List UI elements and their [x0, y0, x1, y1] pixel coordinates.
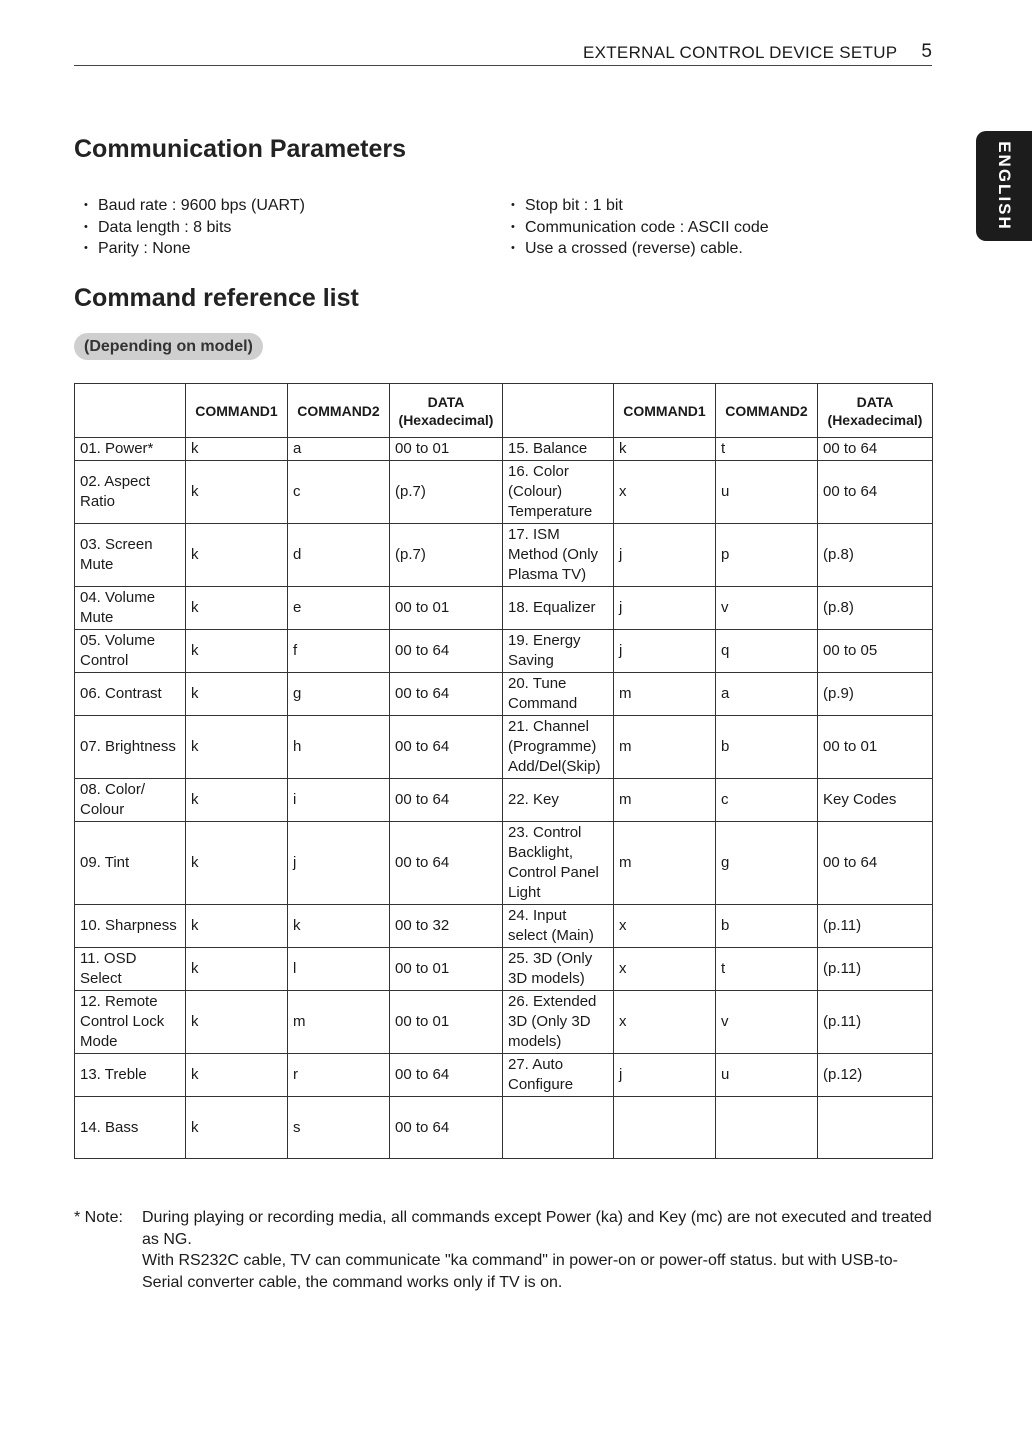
column-header: COMMAND2 — [716, 384, 818, 438]
table-cell: m — [614, 673, 716, 716]
column-header — [503, 384, 614, 438]
table-cell: b — [716, 716, 818, 779]
table-row — [75, 905, 933, 948]
table-cell: g — [288, 673, 390, 716]
table-cell: 18. Equalizer — [503, 587, 614, 630]
table-cell: t — [716, 438, 818, 461]
table-cell: (p.11) — [818, 991, 933, 1054]
table-cell: k — [186, 587, 288, 630]
table-cell: 10. Sharpness — [75, 905, 186, 948]
table-row — [75, 673, 933, 716]
table-cell: b — [716, 905, 818, 948]
table-cell: k — [186, 524, 288, 587]
comm-params-list-left — [84, 195, 305, 260]
table-cell: j — [614, 1054, 716, 1097]
table-cell: 00 to 05 — [818, 630, 933, 673]
table-cell: 26. Extended 3D (Only 3D models) — [503, 991, 614, 1054]
table-cell: 00 to 01 — [390, 991, 503, 1054]
param-cable: • Use a crossed (reverse) cable. — [511, 238, 769, 260]
table-cell: m — [614, 779, 716, 822]
note-line: With RS232C cable, TV can communicate "ka command" in power-on or power-off status. but with USB-to-Serial converter cable, the command works only if TV is on. — [142, 1252, 898, 1291]
column-header: DATA (Hexadecimal) — [818, 384, 933, 438]
column-header — [75, 384, 186, 438]
table-row — [75, 587, 933, 630]
table-cell: m — [614, 822, 716, 905]
table-cell: (p.7) — [390, 524, 503, 587]
table-cell: k — [186, 673, 288, 716]
table-cell: 00 to 64 — [390, 1054, 503, 1097]
table-cell: (p.11) — [818, 948, 933, 991]
table-cell: (p.7) — [390, 461, 503, 524]
column-header: COMMAND1 — [186, 384, 288, 438]
table-cell: 00 to 64 — [818, 461, 933, 524]
table-cell: i — [288, 779, 390, 822]
table-cell: k — [614, 438, 716, 461]
table-cell: k — [186, 1097, 288, 1159]
param-baud-rate: • Baud rate : 9600 bps (UART) — [84, 195, 305, 217]
table-cell: (p.11) — [818, 905, 933, 948]
table-cell: 19. Energy Saving — [503, 630, 614, 673]
table-cell: 00 to 64 — [390, 673, 503, 716]
note-label: * Note: — [74, 1209, 123, 1226]
table-row — [75, 991, 933, 1054]
table-row — [75, 716, 933, 779]
table-cell: 00 to 32 — [390, 905, 503, 948]
table-cell: 00 to 64 — [390, 716, 503, 779]
table-cell: j — [288, 822, 390, 905]
table-cell: f — [288, 630, 390, 673]
table-cell: k — [186, 822, 288, 905]
param-stop-bit: • Stop bit : 1 bit — [511, 195, 769, 217]
table-cell: 14. Bass — [75, 1097, 186, 1159]
table-cell: c — [716, 779, 818, 822]
table-cell: u — [716, 461, 818, 524]
table-cell: k — [186, 716, 288, 779]
table-cell: x — [614, 461, 716, 524]
table-cell: x — [614, 905, 716, 948]
table-cell: 01. Power* — [75, 438, 186, 461]
table-cell: 22. Key — [503, 779, 614, 822]
table-cell: k — [186, 438, 288, 461]
table-cell: 24. Input select (Main) — [503, 905, 614, 948]
table-cell: 20. Tune Command — [503, 673, 614, 716]
table-cell: 00 to 64 — [390, 822, 503, 905]
param-parity: • Parity : None — [84, 238, 305, 260]
table-cell: e — [288, 587, 390, 630]
table-cell: 00 to 64 — [390, 630, 503, 673]
table-cell: 11. OSD Select — [75, 948, 186, 991]
table-cell: p — [716, 524, 818, 587]
table-row — [75, 779, 933, 822]
page-header — [74, 38, 932, 66]
table-cell — [818, 1097, 933, 1159]
model-badge: (Depending on model) — [74, 333, 263, 360]
table-cell: x — [614, 948, 716, 991]
table-row — [75, 1097, 933, 1159]
param-comm-code: • Communication code : ASCII code — [511, 217, 769, 239]
table-cell: h — [288, 716, 390, 779]
table-row — [75, 630, 933, 673]
table-cell: 08. Color/ Colour — [75, 779, 186, 822]
table-cell: a — [288, 438, 390, 461]
comm-params-heading: Communication Parameters — [74, 135, 407, 163]
table-cell — [716, 1097, 818, 1159]
table-header-row — [75, 384, 933, 438]
table-cell: u — [716, 1054, 818, 1097]
table-cell: (p.8) — [818, 587, 933, 630]
table-cell: Key Codes — [818, 779, 933, 822]
table-cell: k — [186, 948, 288, 991]
table-cell: 15. Balance — [503, 438, 614, 461]
comm-params-list-right — [511, 195, 769, 260]
param-data-length: • Data length : 8 bits — [84, 217, 305, 239]
table-cell: 06. Contrast — [75, 673, 186, 716]
table-cell: k — [186, 630, 288, 673]
table-cell: 05. Volume Control — [75, 630, 186, 673]
table-cell: (p.8) — [818, 524, 933, 587]
table-cell: 09. Tint — [75, 822, 186, 905]
note — [74, 1207, 934, 1293]
note-line: During playing or recording media, all commands except Power (ka) and Key (mc) are not executed and treated as NG. — [142, 1209, 932, 1248]
table-cell: 00 to 64 — [818, 822, 933, 905]
table-cell: v — [716, 991, 818, 1054]
table-row — [75, 524, 933, 587]
table-cell: j — [614, 587, 716, 630]
table-cell: (p.12) — [818, 1054, 933, 1097]
table-cell: 00 to 64 — [390, 1097, 503, 1159]
table-cell: 03. Screen Mute — [75, 524, 186, 587]
table-cell: 02. Aspect Ratio — [75, 461, 186, 524]
table-cell: 00 to 01 — [818, 716, 933, 779]
table-cell: 00 to 64 — [390, 779, 503, 822]
table-cell: j — [614, 630, 716, 673]
table-cell: 00 to 01 — [390, 438, 503, 461]
table-cell: m — [288, 991, 390, 1054]
table-row — [75, 948, 933, 991]
table-row — [75, 461, 933, 524]
table-cell: 23. Control Backlight, Control Panel Light — [503, 822, 614, 905]
table-cell: k — [186, 461, 288, 524]
table-row — [75, 1054, 933, 1097]
table-cell: v — [716, 587, 818, 630]
table-cell: a — [716, 673, 818, 716]
table-cell: 00 to 64 — [818, 438, 933, 461]
table-cell: k — [186, 991, 288, 1054]
note-body — [142, 1207, 934, 1293]
table-cell: k — [288, 905, 390, 948]
table-cell: 00 to 01 — [390, 948, 503, 991]
table-cell: (p.9) — [818, 673, 933, 716]
table-cell — [503, 1097, 614, 1159]
table-cell: q — [716, 630, 818, 673]
table-cell: 13. Treble — [75, 1054, 186, 1097]
table-cell: k — [186, 1054, 288, 1097]
column-header: COMMAND2 — [288, 384, 390, 438]
page-number: 5 — [921, 41, 932, 62]
language-tab — [976, 131, 1032, 241]
table-cell: l — [288, 948, 390, 991]
table-cell: 12. Remote Control Lock Mode — [75, 991, 186, 1054]
cmd-ref-heading: Command reference list — [74, 284, 359, 312]
table-cell: d — [288, 524, 390, 587]
table-cell: c — [288, 461, 390, 524]
table-cell: j — [614, 524, 716, 587]
table-cell: 07. Brightness — [75, 716, 186, 779]
language-label: ENGLISH — [995, 141, 1014, 231]
table-cell: g — [716, 822, 818, 905]
table-cell: m — [614, 716, 716, 779]
column-header: DATA (Hexadecimal) — [390, 384, 503, 438]
section-title: EXTERNAL CONTROL DEVICE SETUP — [582, 43, 898, 62]
table-cell: 00 to 01 — [390, 587, 503, 630]
table-cell: 21. Channel (Programme) Add/Del(Skip) — [503, 716, 614, 779]
table-cell: t — [716, 948, 818, 991]
table-cell: 17. ISM Method (Only Plasma TV) — [503, 524, 614, 587]
table-row — [75, 822, 933, 905]
table-row — [75, 438, 933, 461]
table-cell: k — [186, 905, 288, 948]
table-cell: r — [288, 1054, 390, 1097]
table-cell: 25. 3D (Only 3D models) — [503, 948, 614, 991]
table-cell: s — [288, 1097, 390, 1159]
column-header: COMMAND1 — [614, 384, 716, 438]
table-cell: x — [614, 991, 716, 1054]
table-cell — [614, 1097, 716, 1159]
command-table — [74, 383, 933, 1159]
table-cell: 16. Color (Colour) Temperature — [503, 461, 614, 524]
table-cell: k — [186, 779, 288, 822]
table-cell: 27. Auto Configure — [503, 1054, 614, 1097]
table-cell: 04. Volume Mute — [75, 587, 186, 630]
